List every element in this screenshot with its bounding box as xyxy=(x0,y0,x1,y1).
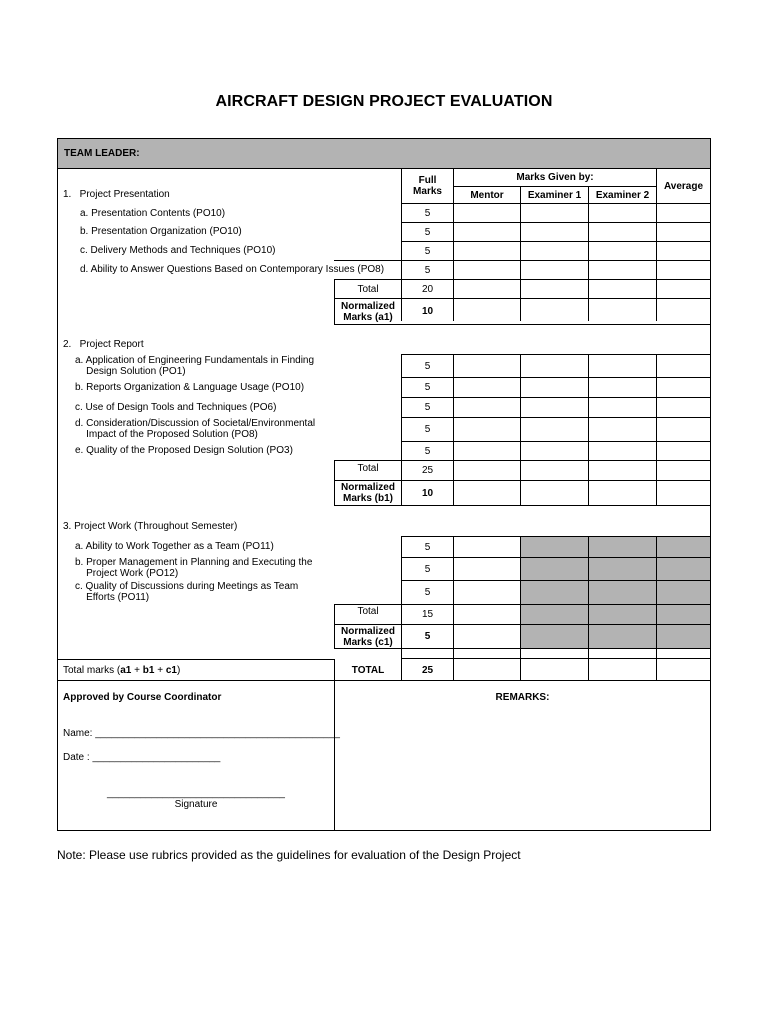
section1-marks-b: 5 xyxy=(424,226,431,238)
mentor-header: Mentor xyxy=(470,189,504,201)
section1-marks-c: 5 xyxy=(424,245,431,257)
section3-total-label: Total xyxy=(357,606,379,617)
team-leader-label: TEAM LEADER: xyxy=(64,148,140,159)
section2-heading: 2. Project Report xyxy=(63,339,144,350)
disabled-cells xyxy=(520,536,710,648)
section2-marks-e: 5 xyxy=(424,445,431,457)
section1-item-d: d. Ability to Answer Questions Based on Contemporary Issues (PO8) xyxy=(80,264,385,275)
signature-label: Signature xyxy=(174,799,218,810)
section3-normalized: 5 xyxy=(424,631,431,642)
section2-marks-c: 5 xyxy=(424,402,431,413)
section2-total: 25 xyxy=(421,465,434,476)
section3-item-c: c. Quality of Discussions during Meetings as Team Efforts (PO11) xyxy=(75,581,299,603)
section3-marks-a: 5 xyxy=(424,541,431,553)
page-title: AIRCRAFT DESIGN PROJECT EVALUATION xyxy=(215,93,553,110)
approval-heading: Approved by Course Coordinator xyxy=(63,692,222,703)
team-leader-band xyxy=(58,139,710,168)
full-marks-header: Full Marks xyxy=(413,175,442,197)
evaluation-form xyxy=(57,138,711,831)
section2-normalized-label: Normalized Marks (b1) xyxy=(341,482,395,504)
section2-marks-a: 5 xyxy=(424,360,431,372)
footnote: Note: Please use rubrics provided as the guidelines for evaluation of the Design Project xyxy=(57,848,521,862)
section3-total: 15 xyxy=(421,609,434,620)
grand-total-value: 25 xyxy=(421,664,434,676)
remarks-label: REMARKS: xyxy=(495,692,550,703)
grand-total-header: TOTAL xyxy=(351,664,385,676)
marks-given-by-header: Marks Given by: xyxy=(516,172,594,183)
section2-total-label: Total xyxy=(357,462,379,474)
section2-marks-b: 5 xyxy=(424,382,431,393)
section2-item-c: c. Use of Design Tools and Techniques (PO6) xyxy=(75,402,277,413)
section1-total: 20 xyxy=(421,283,434,295)
section2-item-a: a. Application of Engineering Fundamentals in Finding Design Solution (PO1) xyxy=(75,355,315,377)
section1-marks-a: 5 xyxy=(424,207,431,219)
average-header: Average xyxy=(663,180,704,192)
section1-total-label: Total xyxy=(357,283,379,295)
section3-heading: 3. Project Work (Throughout Semester) xyxy=(63,521,238,532)
examiner1-header: Examiner 1 xyxy=(527,189,582,201)
section3-marks-b: 5 xyxy=(424,563,431,575)
date-field[interactable]: Date : _______________________ xyxy=(63,752,221,763)
section2-item-d: d. Consideration/Discussion of Societal/Environmental Impact of the Proposed Solution (PO8) xyxy=(75,418,316,440)
section3-marks-c: 5 xyxy=(424,587,431,598)
section3-normalized-label: Normalized Marks (c1) xyxy=(341,625,395,648)
section2-item-b: b. Reports Organization & Language Usage (PO10) xyxy=(75,382,305,393)
examiner2-header: Examiner 2 xyxy=(595,189,650,201)
grand-total-label: Total marks (a1 + b1 + c1) xyxy=(63,665,181,676)
section1-heading: 1. Project Presentation xyxy=(63,189,170,200)
section2-normalized: 10 xyxy=(421,487,434,499)
section1-normalized: 10 xyxy=(421,306,434,317)
section3-item-a: a. Ability to Work Together as a Team (PO11) xyxy=(75,541,274,552)
section1-marks-d: 5 xyxy=(424,264,431,276)
section1-item-a: a. Presentation Contents (PO10) xyxy=(80,208,226,219)
section3-item-b: b. Proper Management in Planning and Executing the Project Work (PO12) xyxy=(75,557,313,579)
section2-marks-d: 5 xyxy=(424,424,431,435)
signature-line[interactable]: ________________________________ xyxy=(107,788,285,799)
section1-item-c: c. Delivery Methods and Techniques (PO10) xyxy=(80,245,276,256)
section2-item-e: e. Quality of the Proposed Design Solution (PO3) xyxy=(75,445,293,456)
name-field[interactable]: Name: ____________________________________________ xyxy=(63,728,340,739)
section1-item-b: b. Presentation Organization (PO10) xyxy=(80,226,242,237)
section1-normalized-label: Normalized Marks (a1) xyxy=(341,300,395,323)
